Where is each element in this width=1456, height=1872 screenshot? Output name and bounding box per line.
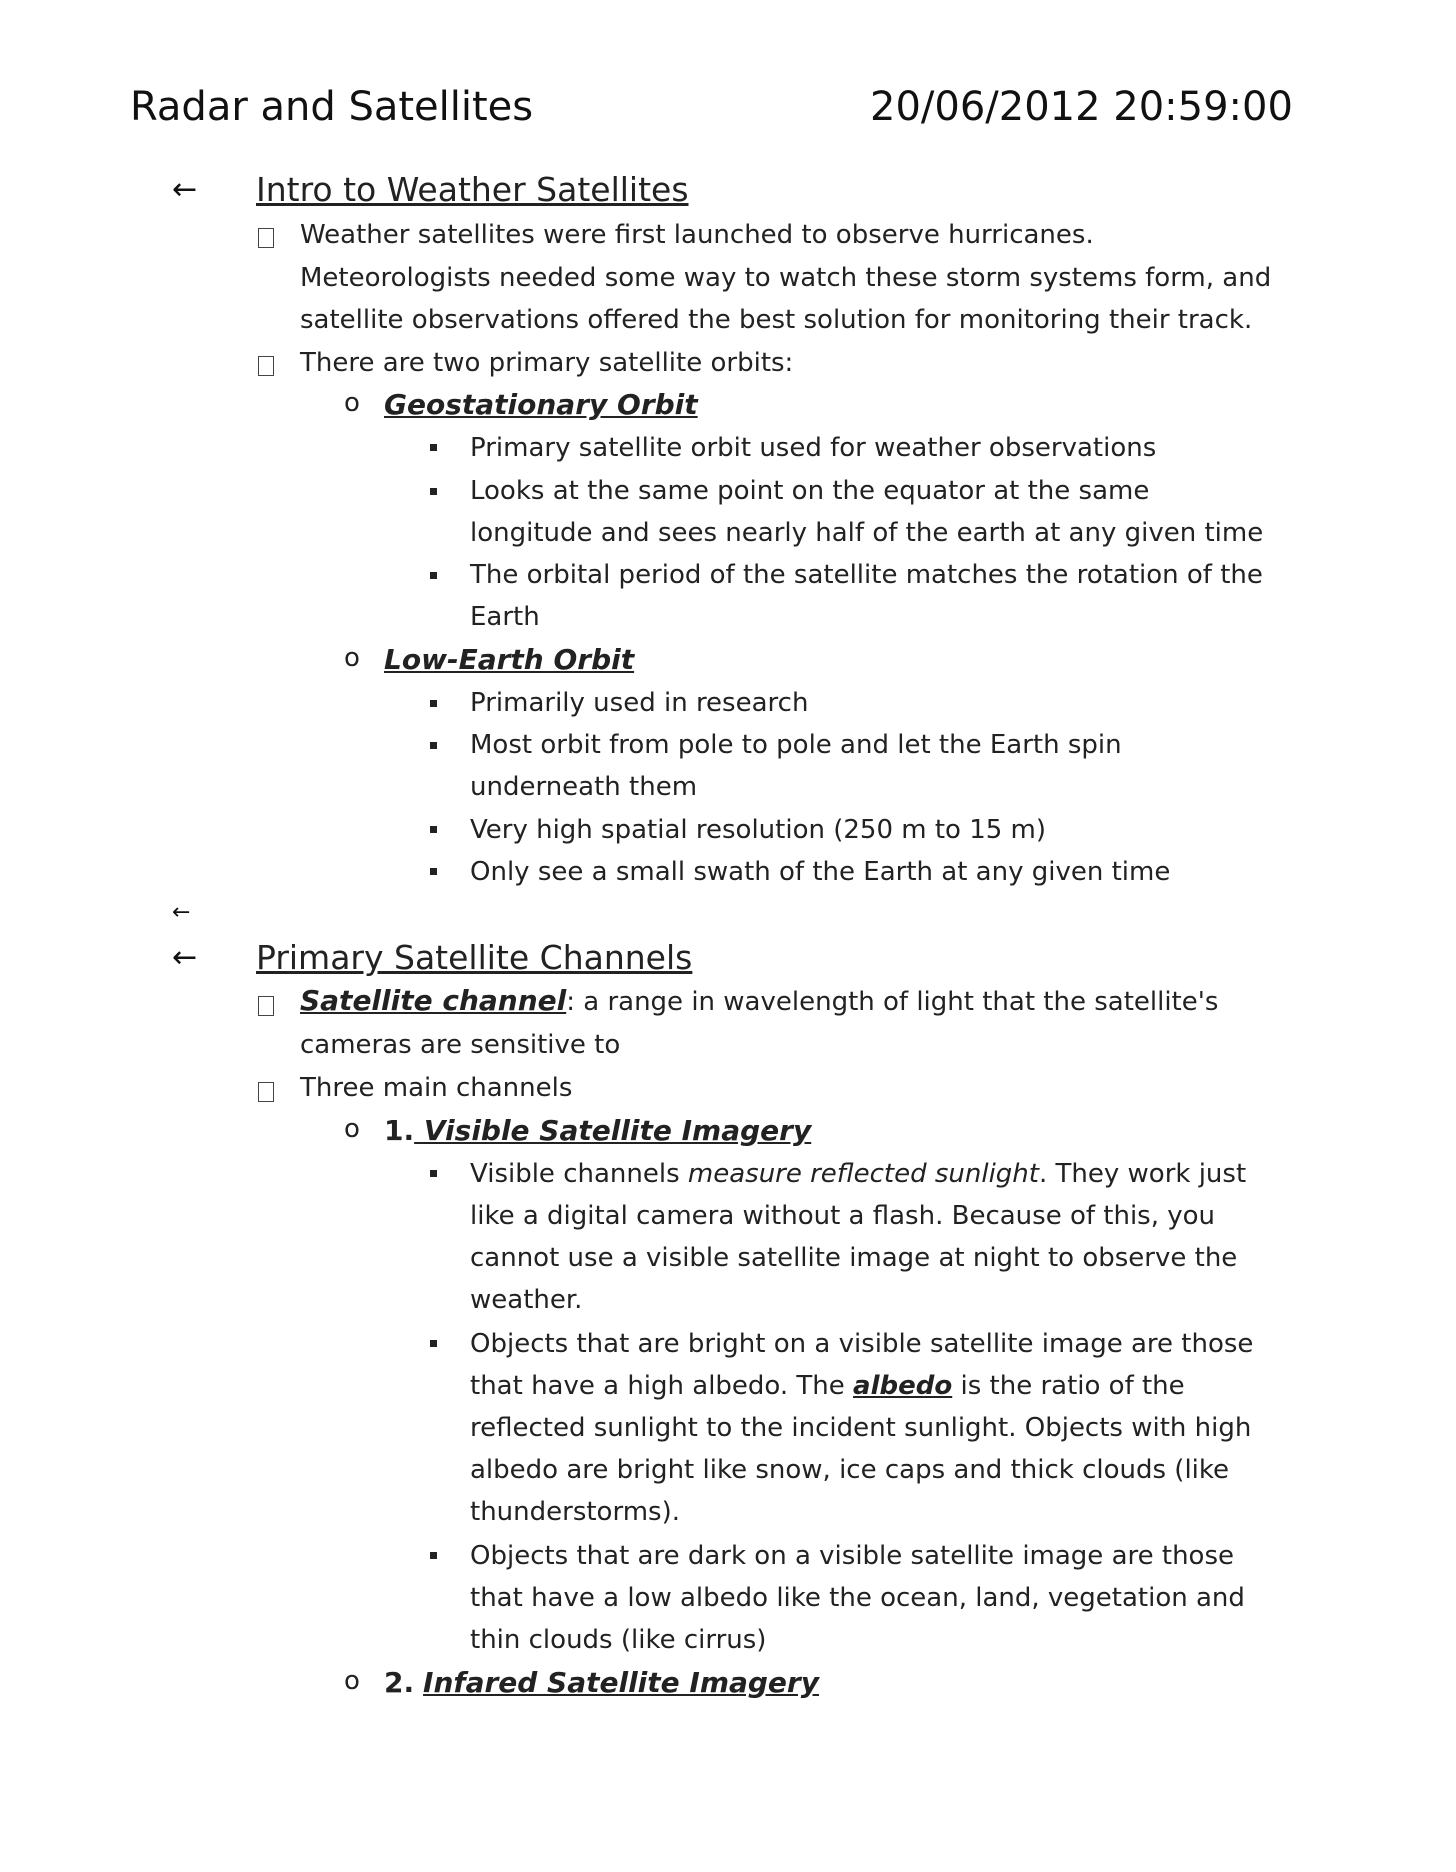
text-line: Three main channels: [300, 1073, 573, 1103]
text-line: Weather satellites were first launched to observe hurricanes.: [300, 220, 1094, 250]
subheading-geostationary: Geostationary Orbit: [384, 388, 698, 421]
text-line: Only see a small swath of the Earth at any given time: [470, 857, 1171, 887]
text-line: albedo are bright like snow, ice caps and thick clouds (like: [470, 1455, 1230, 1485]
filled-square-bullet-icon: [430, 444, 437, 451]
term-satellite-channel: Satellite channel: [300, 984, 567, 1017]
text-line: Primarily used in research: [470, 688, 809, 718]
section-title-channels: Primary Satellite Channels: [256, 938, 693, 977]
text-line: Objects that are bright on a visible satellite image are those: [470, 1329, 1254, 1359]
filled-square-bullet-icon: [430, 488, 437, 495]
text-line: thunderstorms).: [470, 1497, 680, 1527]
text-line: There are two primary satellite orbits:: [300, 348, 794, 378]
circle-bullet-icon: o: [344, 388, 360, 418]
text-line: longitude and sees nearly half of the earth at any given time: [470, 518, 1264, 548]
filled-square-bullet-icon: [430, 1340, 437, 1347]
text-line: weather.: [470, 1285, 583, 1315]
text-span: Visible channels: [470, 1159, 688, 1189]
text-line: Very high spatial resolution (250 m to 15 m): [470, 815, 1047, 845]
square-bullet-icon: [258, 996, 274, 1016]
definition-text: : a range in wavelength of light that the satellite's: [566, 987, 1219, 1017]
channel-number: 2.: [384, 1666, 415, 1699]
subheading-infrared: [384, 1666, 819, 1700]
filled-square-bullet-icon: [430, 1170, 437, 1177]
arrow-left-icon: ←: [172, 900, 191, 925]
filled-square-bullet-icon: [430, 868, 437, 875]
text-line: [470, 1369, 1185, 1403]
arrow-left-icon: ←: [172, 172, 198, 207]
circle-bullet-icon: o: [344, 1666, 360, 1696]
text-line: that have a low albedo like the ocean, land, vegetation and: [470, 1583, 1245, 1613]
text-line: reflected sunlight to the incident sunlight. Objects with high: [470, 1413, 1252, 1443]
filled-square-bullet-icon: [430, 1552, 437, 1559]
square-bullet-icon: [258, 1082, 274, 1102]
channel-title: Visible Satellite Imagery: [414, 1114, 812, 1147]
circle-bullet-icon: o: [344, 643, 360, 673]
text-line: thin clouds (like cirrus): [470, 1625, 767, 1655]
circle-bullet-icon: o: [344, 1114, 360, 1144]
text-line: Primary satellite orbit used for weather observations: [470, 433, 1157, 463]
text-span: . They work just: [1038, 1159, 1247, 1189]
subheading-low-earth: Low-Earth Orbit: [384, 643, 635, 676]
text-line: Most orbit from pole to pole and let the Earth spin: [470, 730, 1122, 760]
text-line: Objects that are dark on a visible satellite image are those: [470, 1541, 1235, 1571]
text-line: Earth: [470, 602, 540, 632]
text-line: [300, 984, 1218, 1019]
square-bullet-icon: [258, 228, 274, 248]
text-line: The orbital period of the satellite matches the rotation of the: [470, 560, 1263, 590]
filled-square-bullet-icon: [430, 572, 437, 579]
text-line: cannot use a visible satellite image at night to observe the: [470, 1243, 1238, 1273]
italic-phrase: measure reflected sunlight: [687, 1159, 1039, 1189]
text-span: is the ratio of the: [952, 1371, 1185, 1401]
text-line: satellite observations offered the best solution for monitoring their track.: [300, 305, 1253, 335]
arrow-left-icon: ←: [172, 940, 198, 975]
text-line: Looks at the same point on the equator at the same: [470, 476, 1150, 506]
text-line: Meteorologists needed some way to watch these storm systems form, and: [300, 263, 1272, 293]
term-albedo: albedo: [853, 1371, 953, 1401]
filled-square-bullet-icon: [430, 700, 437, 707]
section-title-intro: Intro to Weather Satellites: [256, 170, 689, 209]
channel-number: 1.: [384, 1114, 415, 1147]
page-datetime: 20/06/2012 20:59:00: [870, 84, 1293, 130]
text-line: underneath them: [470, 772, 698, 802]
page-title: Radar and Satellites: [130, 84, 534, 130]
channel-title: Infared Satellite Imagery: [423, 1666, 819, 1699]
text-line: cameras are sensitive to: [300, 1030, 621, 1060]
text-span: that have a high albedo. The: [470, 1371, 854, 1401]
text-line: [470, 1157, 1246, 1191]
subheading-visible: [384, 1114, 811, 1148]
filled-square-bullet-icon: [430, 826, 437, 833]
square-bullet-icon: [258, 356, 274, 376]
filled-square-bullet-icon: [430, 742, 437, 749]
page-header: [130, 84, 1330, 144]
text-line: like a digital camera without a flash. Because of this, you: [470, 1201, 1216, 1231]
